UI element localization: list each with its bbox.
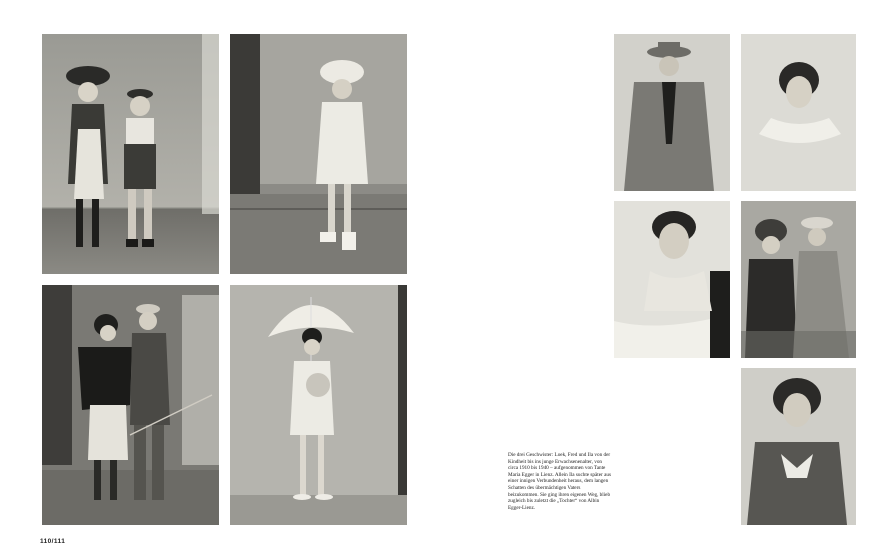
photo-girl-and-boy-studio xyxy=(42,34,219,274)
photo-woman-bob-hair xyxy=(614,201,730,358)
photo-woman-scarf xyxy=(741,34,856,191)
photo-caption: Die drei Geschwister: Loek, Fred und Ila von der Kindheit bis ins junge Erwachsenenalter, von circa 1910 bis 1940 – aufgenommen von Tante Maria Egger in Lienz. Allein Ila suchte später aus einer innigen Verbundenheit heraus, dem langen Schatten des übermächtigen Vaters beizukommen. Sie ging ihren eigenen Weg, blieb zugleich bis zuletzt die „Tochter“ von Albin Egger-Lienz. xyxy=(508,452,611,511)
photo-couple-coats xyxy=(741,201,856,358)
photo-woman-sweater xyxy=(741,368,856,525)
page-number: 110/111 xyxy=(40,538,66,545)
photo-girl-parasol xyxy=(230,285,407,525)
photo-couple-costume xyxy=(42,285,219,525)
photo-girl-white-dress-hat xyxy=(230,34,407,274)
photo-man-hat-coat xyxy=(614,34,730,191)
